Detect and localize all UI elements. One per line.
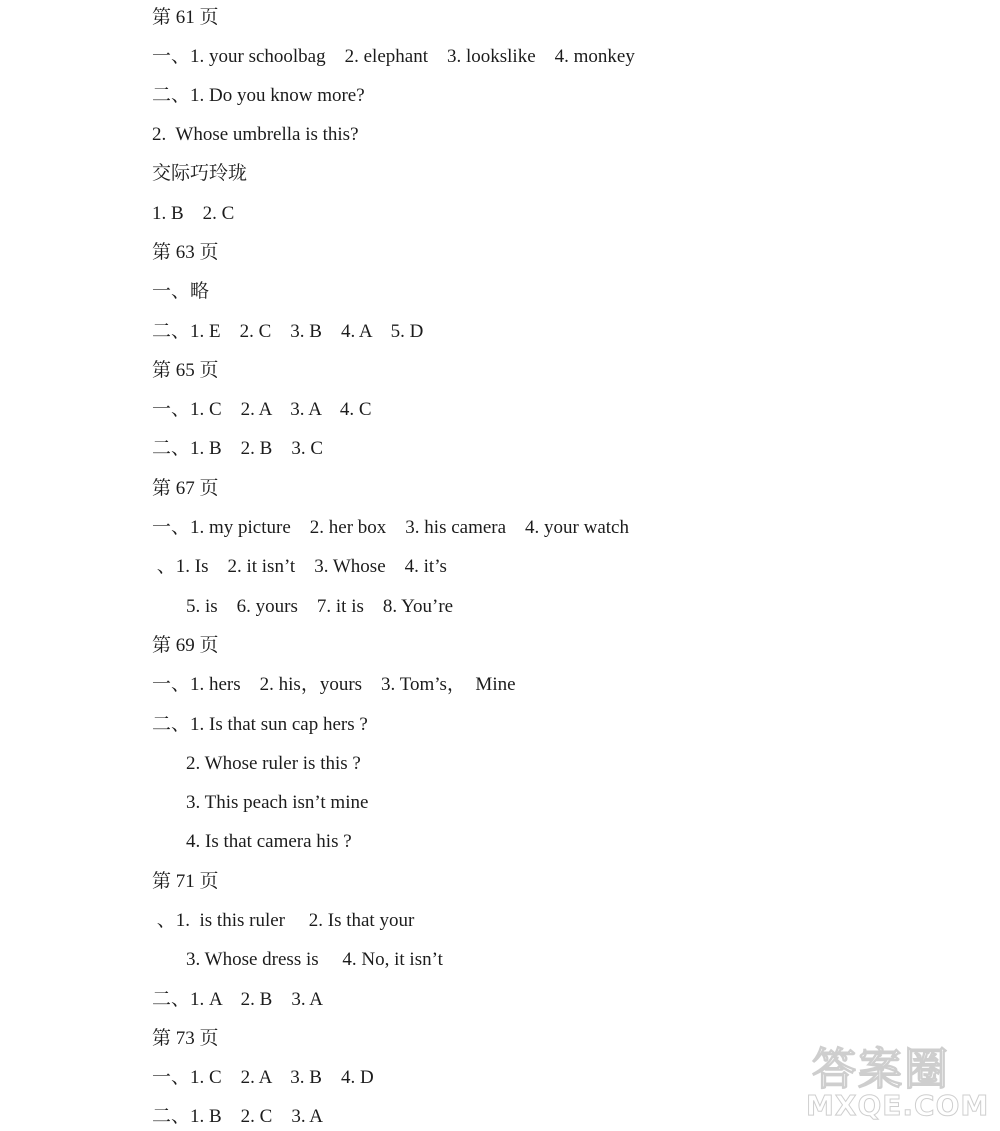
answer-line: 3. Whose dress is 4. No, it isn’t bbox=[186, 949, 443, 970]
answer-line: 、1. is this ruler 2. Is that your bbox=[152, 910, 415, 931]
answer-line: 二、1. Do you know more? bbox=[152, 85, 365, 106]
answer-line: 一、1. C 2. A 3. A 4. C bbox=[152, 399, 372, 420]
page-heading-63: 第 63 页 bbox=[152, 242, 219, 263]
answer-line: 二、1. B 2. C 3. A bbox=[152, 1106, 324, 1127]
answer-line: 二、1. Is that sun cap hers ? bbox=[152, 714, 368, 735]
page-heading-61: 第 61 页 bbox=[152, 7, 219, 28]
answer-line: 、1. Is 2. it isn’t 3. Whose 4. it’s bbox=[152, 556, 447, 577]
watermark-title: 答案圈 bbox=[812, 1044, 950, 1095]
answer-line: 二、1. B 2. B 3. C bbox=[152, 438, 324, 459]
section-heading: 交际巧玲珑 bbox=[152, 163, 248, 184]
page-heading-67: 第 67 页 bbox=[152, 478, 219, 499]
answer-line: 2. Whose ruler is this ? bbox=[186, 753, 361, 774]
answer-line: 1. B 2. C bbox=[152, 203, 235, 224]
answer-line: 二、1. A 2. B 3. A bbox=[152, 989, 324, 1010]
answer-line: 二、1. E 2. C 3. B 4. A 5. D bbox=[152, 321, 424, 342]
answer-line: 一、1. your schoolbag 2. elephant 3. lookslike 4. monkey bbox=[152, 46, 635, 67]
answer-line: 3. This peach isn’t mine bbox=[186, 792, 369, 813]
answer-line: 一、1. my picture 2. her box 3. his camera 4. your watch bbox=[152, 517, 629, 538]
answer-line: 2. Whose umbrella is this? bbox=[152, 124, 359, 145]
page-heading-71: 第 71 页 bbox=[152, 871, 219, 892]
answer-line: 5. is 6. yours 7. it is 8. You’re bbox=[186, 596, 454, 617]
page-heading-69: 第 69 页 bbox=[152, 635, 219, 656]
watermark-logo bbox=[806, 1033, 990, 1125]
watermark-url: MXQE.COM bbox=[806, 1089, 990, 1122]
answer-line: 一、1. C 2. A 3. B 4. D bbox=[152, 1067, 374, 1088]
answer-line: 4. Is that camera his ? bbox=[186, 831, 352, 852]
page-heading-65: 第 65 页 bbox=[152, 360, 219, 381]
answer-line: 一、略 bbox=[152, 281, 210, 302]
answer-line: 一、1. hers 2. his，yours 3. Tom’s， Mine bbox=[152, 674, 516, 695]
page-heading-73: 第 73 页 bbox=[152, 1028, 219, 1049]
